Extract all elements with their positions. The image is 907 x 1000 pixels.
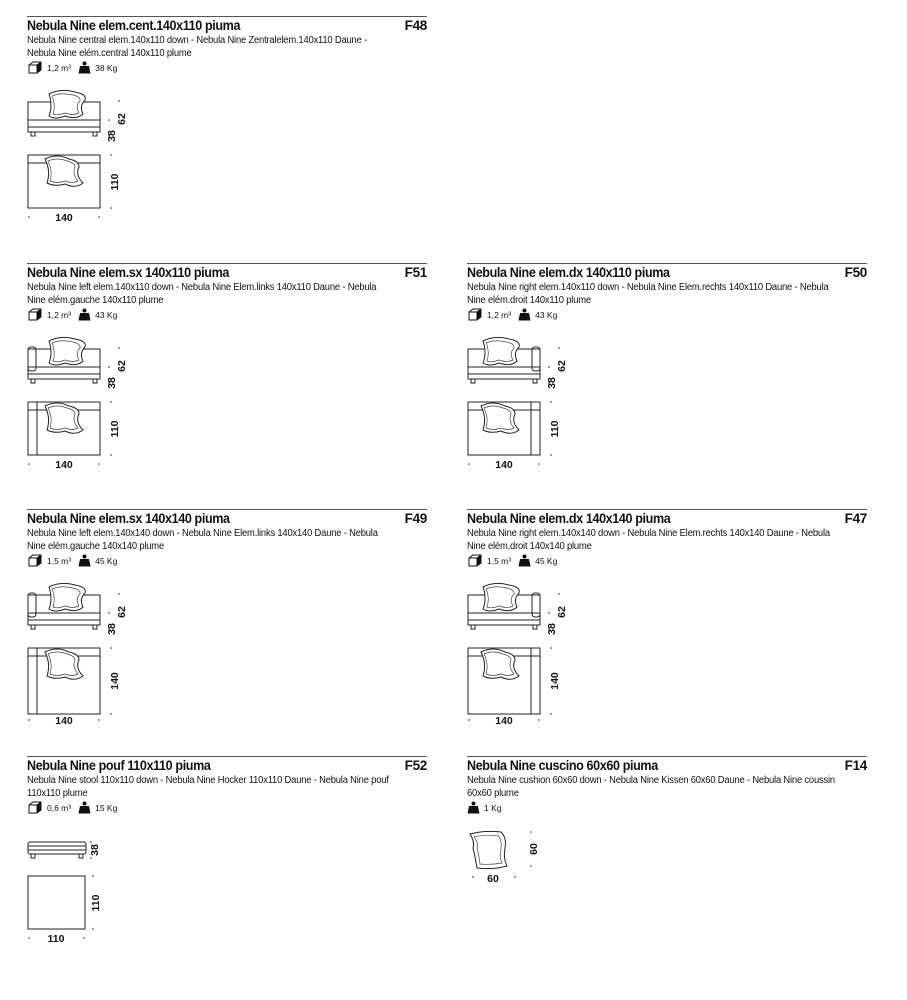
depth-label: 110 [549,420,561,438]
divider [467,756,867,757]
product-specs [467,554,867,567]
divider [27,509,427,510]
product-code: F49 [404,511,427,526]
depth-label: 110 [109,420,121,438]
product-card-f50 [467,263,867,471]
weight-icon [518,554,531,567]
volume-cube-icon [467,554,483,567]
weight-value: 45 Kg [95,555,118,566]
depth-label: 60 [528,843,540,855]
product-description: Nebula Nine left elem.140x140 down - Nebula Nine Elem.links 140x140 Daune - Nebula Nine elém.gauche 140x140 plume [27,528,378,552]
divider [27,756,427,757]
product-card-f49 [27,509,427,727]
top-view-drawing [467,644,577,729]
height-back-label: 62 [556,606,568,618]
product-description: Nebula Nine stool 110x110 down - Nebula Nine Hocker 110x110 Daune - Nebula Nine pouf 110x110 plume [27,775,389,799]
volume-value: 1,5 m³ [487,555,512,566]
weight-value: 38 Kg [95,62,118,73]
product-specs [27,801,427,814]
height-seat-label: 38 [546,623,558,635]
volume-cube-icon [27,61,43,74]
front-view-drawing [467,333,577,403]
height-back-label: 62 [116,606,128,618]
top-view-drawing [467,398,577,473]
product-title: Nebula Nine elem.cent.140x110 piuma [27,18,241,33]
divider [27,263,427,264]
volume-value: 1,5 m³ [47,555,72,566]
width-label: 140 [495,715,513,727]
front-view-drawing [467,579,577,649]
volume-cube-icon [27,554,43,567]
product-specs [27,554,427,567]
top-view-drawing [27,644,137,729]
product-title: Nebula Nine pouf 110x110 piuma [27,758,211,773]
volume-value: 0,6 m³ [47,802,72,813]
width-label: 140 [55,212,73,224]
height-back-label: 62 [116,113,128,125]
svg-text:.: . [29,88,30,90]
volume-cube-icon [27,801,43,814]
depth-label: 140 [109,672,121,690]
height-seat-label: 38 [106,377,118,389]
product-description: Nebula Nine right elem.140x140 down - Nebula Nine Elem.rechts 140x140 Daune - Nebula Nine elém.droit 140x140 plume [467,528,830,552]
volume-value: 1,2 m³ [487,309,512,320]
height-seat-label: 38 [106,130,118,142]
weight-icon [78,554,91,567]
product-specs [27,61,427,74]
width-label: 140 [55,715,73,727]
top-view-drawing [27,871,137,946]
width-label: 140 [495,459,513,471]
product-card-f47 [467,509,867,727]
divider [467,509,867,510]
product-title: Nebula Nine elem.sx 140x110 piuma [27,265,229,280]
product-specs [27,308,427,321]
product-card-f52 [27,756,427,945]
product-title: Nebula Nine cuscino 60x60 piuma [467,758,658,773]
height-seat-label: 38 [106,623,118,635]
height-back-label: 62 [116,360,128,372]
volume-value: 1,2 m³ [47,62,72,73]
product-code: F52 [404,758,427,773]
product-code: F50 [844,265,867,280]
product-code: F48 [404,18,427,33]
depth-label: 140 [549,672,561,690]
weight-icon [78,308,91,321]
front-view-drawing [27,86,137,156]
product-card-f14 [467,756,867,885]
divider [27,16,427,17]
front-view-drawing [27,333,137,403]
product-description: Nebula Nine central elem.140x110 down - Nebula Nine Zentralelem.140x110 Daune - Nebula Nine elém.central 140x110 plume [27,35,368,59]
product-code: F47 [844,511,867,526]
volume-cube-icon [27,308,43,321]
weight-icon [78,801,91,814]
width-label: 140 [55,459,73,471]
product-description: Nebula Nine cushion 60x60 down - Nebula Nine Kissen 60x60 Daune - Nebula Nine coussin 60x60 plume [467,775,835,799]
weight-value: 43 Kg [535,309,558,320]
cushion-drawing [467,826,577,886]
weight-icon [518,308,531,321]
weight-icon [78,61,91,74]
divider [467,263,867,264]
width-label: 60 [487,873,499,885]
product-specs [467,308,867,321]
weight-value: 45 Kg [535,555,558,566]
product-code: F51 [404,265,427,280]
front-view-drawing [27,836,137,866]
product-title: Nebula Nine elem.sx 140x140 piuma [27,511,230,526]
top-view-drawing [27,398,137,473]
product-description: Nebula Nine right elem.140x110 down - Nebula Nine Elem.rechts 140x110 Daune - Nebula Nine elém.droit 140x110 plume [467,282,829,306]
top-view-drawing [27,151,137,226]
height-seat-label: 38 [546,377,558,389]
product-title: Nebula Nine elem.dx 140x140 piuma [467,511,671,526]
depth-label: 110 [90,894,102,912]
weight-value: 1 Kg [484,802,502,813]
front-view-drawing [27,579,137,649]
weight-icon [467,801,480,814]
product-specs [467,801,867,814]
weight-value: 43 Kg [95,309,118,320]
width-label: 110 [47,933,65,945]
height-back-label: 62 [556,360,568,372]
product-description: Nebula Nine left elem.140x110 down - Nebula Nine Elem.links 140x110 Daune - Nebula Nine elém.gauche 140x110 plume [27,282,377,306]
product-card-f48 [27,16,427,224]
weight-value: 15 Kg [95,802,118,813]
volume-cube-icon [467,308,483,321]
depth-label: 110 [109,173,121,191]
product-title: Nebula Nine elem.dx 140x110 piuma [467,265,670,280]
product-card-f51 [27,263,427,471]
product-code: F14 [844,758,867,773]
volume-value: 1,2 m³ [47,309,72,320]
height-seat-label: 38 [89,844,101,856]
